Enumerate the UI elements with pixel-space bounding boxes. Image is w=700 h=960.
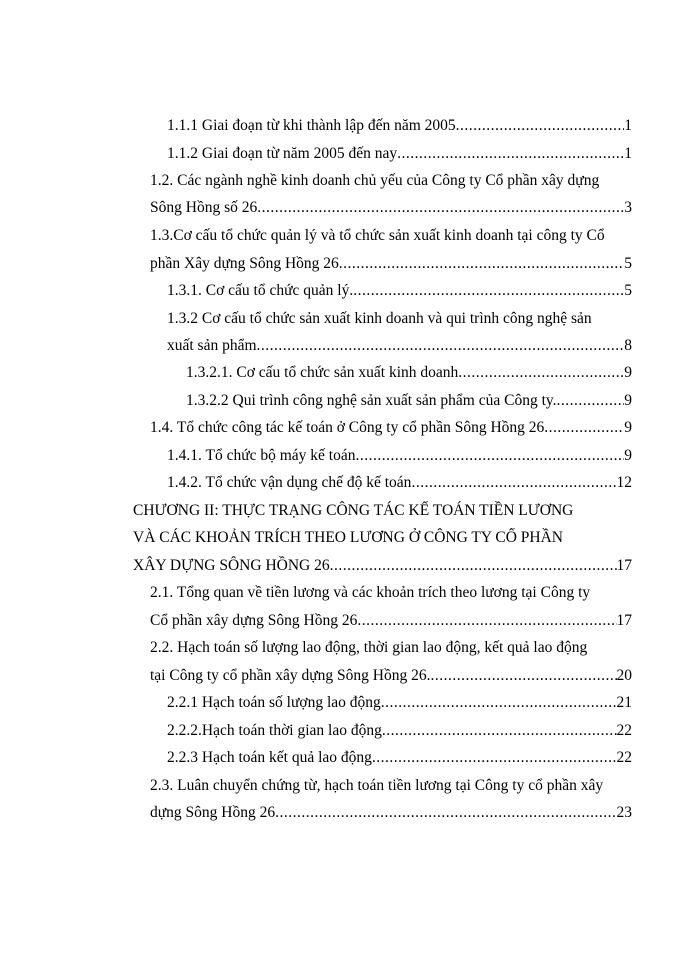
toc-page-number: 9 [624,447,632,464]
toc-page-number: 1 [624,117,632,134]
toc-page-number: 17 [616,557,632,574]
toc-entry [150,638,632,658]
dot-leader [257,336,625,356]
dot-leader [330,556,617,576]
toc-page-number: 9 [624,364,632,381]
toc-page-number: 21 [616,694,632,711]
dot-leader [382,721,617,741]
toc-entry-text: dựng Sông Hồng 26 [150,804,276,821]
toc-entry-continuation [150,803,632,823]
toc-entry-continuation [150,611,632,631]
toc-page-number: 9 [624,419,632,436]
dot-leader [353,281,624,301]
toc-page-number: 3 [624,199,632,216]
toc-entry-text: Sông Hồng số 26 [150,199,258,216]
toc-entry [167,473,632,493]
toc-entry-text: 2.1. Tổng quan về tiền lương và các khoản trích theo lương tại Công ty [150,584,591,601]
toc-entry-text: 2.2. Hạch toán số lượng lao động, thời gian lao động, kết quả lao động [150,639,588,656]
dot-leader [431,666,617,686]
toc-page-number: 22 [616,722,632,739]
toc-entry [150,171,632,191]
dot-leader [372,748,617,768]
toc-entry-text: tại Công ty cổ phần xây dựng Sông Hồng 26. [150,667,431,684]
toc-entry [150,776,632,796]
toc-entry [167,446,632,466]
dot-leader [557,391,625,411]
toc-chapter-heading [133,528,632,548]
toc-entry-text: 1.1.2 Giai đoạn từ năm 2005 đến nay [167,145,398,162]
toc-entry-text: VÀ CÁC KHOẢN TRÍCH THEO LƯƠNG Ở CÔNG TY CỔ PHẦN [133,529,563,546]
toc-entry [167,693,632,713]
toc-entry-text: 1.3.Cơ cấu tổ chức quản lý và tổ chức sản xuất kinh doanh tại công ty Cổ [150,227,605,244]
dot-leader [275,803,616,823]
toc-entry [150,418,632,438]
toc-entry-text: phần Xây dựng Sông Hồng 26 [150,255,339,272]
toc-entry-text: Cổ phần xây dựng Sông Hồng 26 [150,612,358,629]
toc-entry [167,721,632,741]
toc-entry-text: 2.2.3 Hạch toán kết quả lao động [167,749,372,766]
dot-leader [357,611,616,631]
toc-chapter-heading [133,501,632,521]
dot-leader [397,144,624,164]
toc-page-number: 1 [624,145,632,162]
toc-entry [167,309,632,329]
toc-page-number: 22 [616,749,632,766]
dot-leader [456,116,625,136]
toc-entry-text: XÂY DỰNG SÔNG HỒNG 26 [133,557,330,574]
toc-entry-text: 1.3.2 Cơ cấu tổ chức sản xuất kinh doanh và qui trình công nghệ sản [167,310,592,327]
toc-page-number: 5 [624,282,632,299]
dot-leader [381,693,617,713]
toc-entry-text: 1.4. Tổ chức công tác kế toán ở Công ty cổ phần Sông Hồng 26 [150,419,545,436]
dot-leader [458,363,624,383]
dot-leader [355,446,624,466]
toc-entry-text: 1.3.1. Cơ cấu tổ chức quản lý. [167,282,354,299]
toc-entry [167,748,632,768]
toc-entry-continuation [150,254,632,274]
toc-entry-text: 1.4.2. Tổ chức vận dụng chế độ kế toán [167,474,412,491]
dot-leader [411,473,616,493]
toc-page-number: 17 [616,612,632,629]
toc-page-number: 12 [616,474,632,491]
toc-entry-text: CHƯƠNG II: THỰC TRẠNG CÔNG TÁC KẾ TOÁN TIỀN LƯƠNG [133,502,574,519]
toc-entry-text: 2.2.2.Hạch toán thời gian lao động [167,722,382,739]
toc-entry [167,281,632,301]
toc-entry [167,144,632,164]
toc-entry [150,226,632,246]
toc-page-number: 23 [616,804,632,821]
toc-entry [186,363,632,383]
dot-leader [544,418,624,438]
toc-entry-continuation [150,198,632,218]
toc-page-number: 5 [624,255,632,272]
toc-entry-text: 1.3.2.1. Cơ cấu tổ chức sản xuất kinh doanh [186,364,459,381]
toc-entry-text: 2.3. Luân chuyển chứng từ, hạch toán tiền lương tại Công ty cổ phần xây [150,777,604,794]
toc-page-number: 20 [616,667,632,684]
toc-entry-continuation [150,666,632,686]
toc-page-number: 9 [624,392,632,409]
toc-entry [150,583,632,603]
toc-entry-text: 1.2. Các ngành nghề kinh doanh chủ yếu của Công ty Cổ phần xây dựng [150,172,600,189]
toc-entry-text: xuất sản phẩm [167,337,257,354]
toc-entry-text: 2.2.1 Hạch toán số lượng lao động [167,694,381,711]
toc-entry-text: 1.3.2.2 Qui trình công nghệ sản xuất sản phẩm của Công ty. [186,392,557,409]
dot-leader [257,198,624,218]
toc-entry [186,391,632,411]
toc-entry [167,116,632,136]
toc-page-number: 8 [624,337,632,354]
toc-chapter-heading [133,556,632,576]
dot-leader [339,254,624,274]
toc-entry-continuation [167,336,632,356]
toc-entry-text: 1.4.1. Tổ chức bộ máy kế toán [167,447,356,464]
toc-entry-text: 1.1.1 Giai đoạn từ khi thành lập đến năm 2005 [167,117,456,134]
